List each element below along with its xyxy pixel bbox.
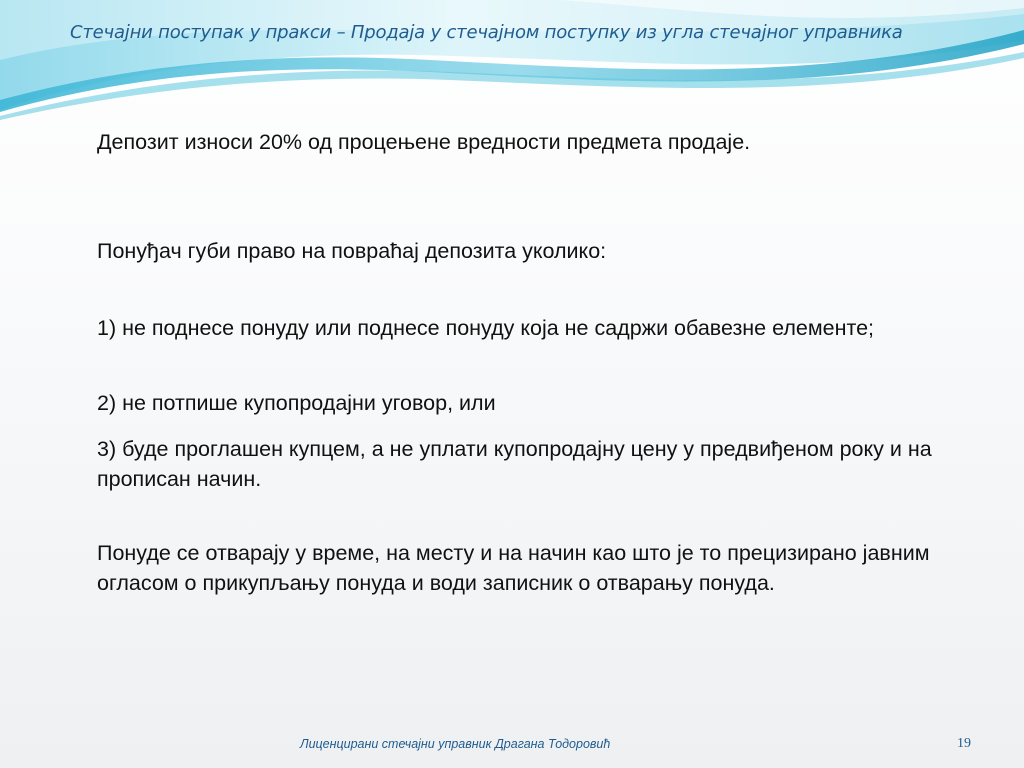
list-item-2: 2) не потпише купопродајни уговор, или bbox=[97, 391, 496, 415]
header-wave-decoration bbox=[0, 0, 1024, 130]
paragraph-deposit: Депозит износи 20% од процењене вредности предмета продаје. bbox=[97, 130, 751, 154]
page-number: 19 bbox=[957, 736, 971, 751]
slide-title: Стечајни поступак у пракси – Продаја у стечајном поступку из угла стечајног управника bbox=[70, 22, 903, 43]
paragraph-bid-opening: Понуде се отварају у време, на месту и на начин као што је то прецизирано јавним огласом о прикупљању понуда и води записник о отварању понуда. bbox=[97, 541, 930, 595]
list-item-1: 1) не поднесе понуду или поднесе понуду која не садржи обавезне елементе; bbox=[97, 316, 875, 340]
paragraph-loss-conditions: Понуђач губи право на повраћај депозита уколико: bbox=[97, 239, 607, 263]
list-item-3: 3) буде проглашен купцем, а не уплати купопродајну цену у предвиђеном року и на прописан начин. bbox=[97, 437, 932, 491]
footer-author: Лиценцирани стечајни управник Драгана Тодоровић bbox=[300, 737, 611, 751]
